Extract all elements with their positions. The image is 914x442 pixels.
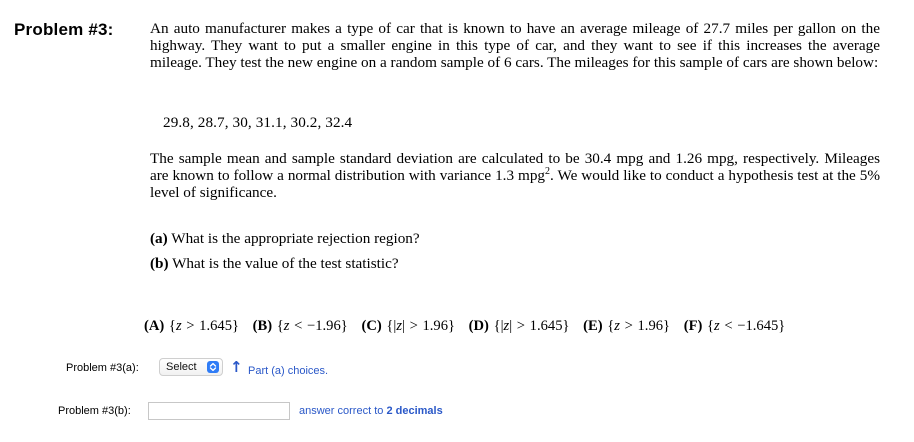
choice-brace: {| — [386, 318, 397, 334]
problem-intro-text: An auto manufacturer makes a type of car that is known to have an average mileage of 27.7 miles per gallon on the highway. They want to put a smaller engine in this type of car, and they want to see if this increases the average mileage. They test the new engine on a random sample of 6 cars. The mileages for this sample of cars are shown below: — [150, 20, 880, 71]
part-b-label: Problem #3(b): — [58, 405, 131, 417]
choice-variable: z — [714, 318, 720, 334]
part-b-answer-input[interactable] — [148, 402, 290, 420]
choice-c — [361, 318, 455, 334]
choice-relation: > 1.645} — [181, 318, 239, 334]
choice-variable: z — [503, 318, 510, 334]
choice-variable: z — [175, 318, 182, 334]
choice-brace: { — [607, 318, 615, 334]
part-a-select-value: Select — [166, 361, 197, 373]
part-a-select[interactable] — [159, 358, 223, 376]
part-a-hint: Part (a) choices. — [248, 365, 329, 377]
choice-brace: { — [168, 318, 176, 334]
up-arrow-icon: ↑ — [230, 358, 243, 376]
choice-brace: { — [276, 318, 284, 334]
choice-brace: { — [707, 318, 715, 334]
choice-letter: (E) — [583, 318, 603, 334]
part-b-hint-text: answer correct to — [299, 405, 384, 417]
statistics-paragraph — [150, 150, 880, 201]
choice-relation: | > 1.96} — [402, 318, 455, 334]
stats-superscript: 2 — [545, 166, 551, 177]
question-b — [150, 255, 399, 273]
question-b-letter: (b) — [150, 255, 169, 272]
select-stepper-icon — [207, 361, 219, 373]
choice-brace: {| — [493, 318, 504, 334]
question-a-letter: (a) — [150, 230, 168, 247]
choice-relation: > 1.96} — [619, 318, 671, 334]
question-a-text: What is the appropriate rejection region? — [171, 230, 420, 247]
choice-letter: (B) — [252, 318, 273, 334]
choice-letter: (D) — [468, 318, 489, 334]
choice-a — [144, 318, 239, 334]
choice-variable: z — [283, 318, 290, 334]
choice-letter: (F) — [683, 318, 703, 334]
question-b-text: What is the value of the test statistic? — [172, 255, 399, 272]
choice-relation: | > 1.645} — [509, 318, 570, 334]
sample-data-values: 29.8, 28.7, 30, 31.1, 30.2, 32.4 — [163, 114, 353, 131]
choice-d — [469, 318, 570, 334]
choice-letter: (C) — [361, 318, 382, 334]
choice-relation: < −1.96} — [289, 318, 348, 334]
choice-variable: z — [396, 318, 402, 334]
question-a — [150, 230, 420, 248]
stats-text-end: . We would like to conduct a hypothesis test at the 5% level of significance. — [150, 167, 880, 201]
choice-variable: z — [614, 318, 620, 334]
chevron-up-down-icon — [207, 361, 219, 373]
stats-text: The sample mean and sample standard deviation are calculated to be 30.4 mpg and 1.26 mpg, respectively. Mileages are known to follow a normal distribution with variance 1.3 mpg — [150, 150, 880, 184]
part-b-hint — [299, 405, 443, 417]
problem-heading: Problem #3: — [14, 20, 114, 39]
choice-relation: < −1.645} — [719, 318, 786, 334]
part-b-hint-bold: 2 decimals — [386, 405, 443, 417]
choice-b — [253, 318, 348, 334]
part-a-label: Problem #3(a): — [66, 362, 139, 374]
choice-f — [684, 318, 786, 334]
choice-e — [583, 318, 670, 334]
choice-letter: (A) — [144, 318, 165, 334]
answer-choices — [144, 318, 794, 335]
